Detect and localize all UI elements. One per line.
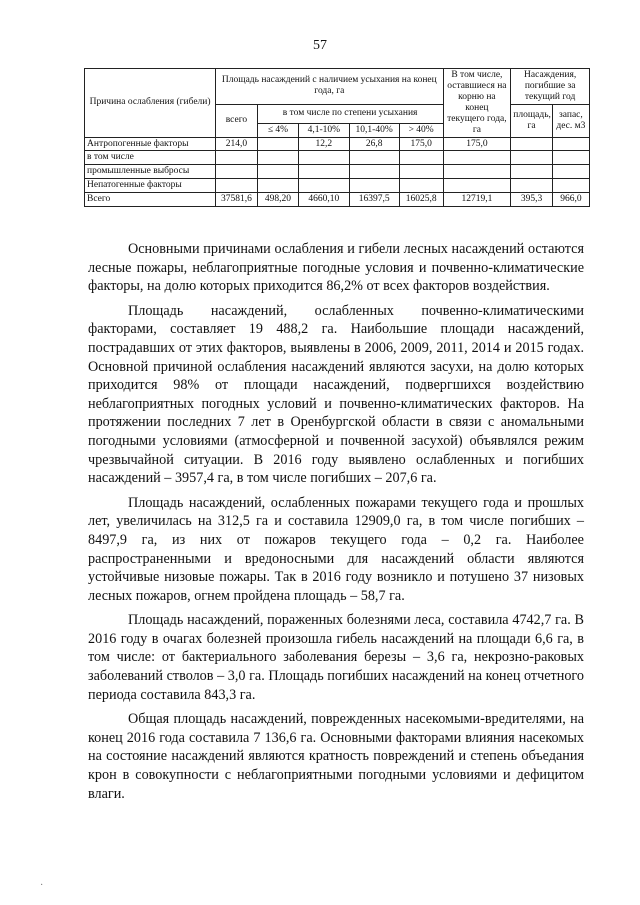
cell-d4 [399, 151, 443, 165]
table-row [85, 179, 590, 193]
header-dead: Насаждения, погибшие за текущий год [511, 69, 590, 105]
cell-dead-area: 395,3 [511, 193, 553, 207]
row-label: Всего [85, 193, 216, 207]
row-label: промышленные выбросы [85, 165, 216, 179]
header-d1: ≤ 4% [257, 123, 299, 137]
paragraph: Площадь насаждений, ослабленных пожарами текущего года и прошлых лет, увеличилась на 312,5 га и составила 12909,0 га, в том числе погибших – 8497,9 га, из них от пожаров текущего года – 0,2 га. Наиболее распространенными и вредоносными для насаждений области являются устойчивые низовые пожары. Так в 2016 году возникло и потушено 37 низовых лесных пожаров, огнем пройдена площадь – 58,7 га. [88, 494, 584, 604]
cell-dead-stock [552, 165, 589, 179]
header-reason: Причина ослабления (гибели) [85, 69, 216, 138]
cell-d2 [299, 165, 349, 179]
cell-dead-area [511, 137, 553, 151]
cell-d3: 26,8 [349, 137, 399, 151]
header-d4: > 40% [399, 123, 443, 137]
cell-total: 214,0 [216, 137, 258, 151]
cell-d1 [257, 137, 299, 151]
cell-dead-stock: 966,0 [552, 193, 589, 207]
header-total: всего [216, 104, 258, 137]
damage-table [84, 68, 590, 207]
cell-dead-area [511, 179, 553, 193]
scan-mark: · [40, 880, 44, 891]
cell-root [443, 179, 511, 193]
row-label: в том числе [85, 151, 216, 165]
cell-d1 [257, 165, 299, 179]
body-text [88, 240, 584, 809]
cell-d4 [399, 179, 443, 193]
cell-root: 12719,1 [443, 193, 511, 207]
paragraph: Основными причинами ослабления и гибели лесных насаждений остаются лесные пожары, неблагоприятные погодные условия и почвенно-климатические факторы, на долю которых приходится 86,2% от всех факторов воздействия. [88, 241, 584, 295]
cell-total [216, 151, 258, 165]
paragraph: Площадь насаждений, пораженных болезнями леса, составила 4742,7 га. В 2016 году в очагах болезней произошла гибель насаждений на площади 6,6 га, в том числе: от бактериального заболевания березы – 3,6 га, некрозно-раковых заболеваний стволов – 3,0 га. Площадь погибших насаждений на конец отчетного периода составила 843,3 га. [88, 612, 584, 703]
cell-total [216, 165, 258, 179]
table-row [85, 137, 590, 151]
header-dead-stock: запас, дес. м3 [552, 104, 589, 137]
page-number: 57 [313, 38, 327, 53]
cell-d1 [257, 151, 299, 165]
cell-d3 [349, 179, 399, 193]
cell-dead-stock [552, 137, 589, 151]
cell-root: 175,0 [443, 137, 511, 151]
header-dead-area: площадь, га [511, 104, 553, 137]
cell-d1: 498,20 [257, 193, 299, 207]
cell-d2 [299, 179, 349, 193]
cell-dead-stock [552, 179, 589, 193]
paragraph: Площадь насаждений, ослабленных почвенно-климатическими факторами, составляет 19 488,2 га. Наибольшие площади насаждений, пострадавших от этих факторов, выявлены в 2006, 2009, 2011, 2014 и 2015 годах. Основной причиной ослабления насаждений являются засухи, на долю которых приходится 98% от площади насаждений, подвергшихся воздействию неблагоприятных погодных условий и почвенно-климатических факторов. На протяжении последних 7 лет в Оренбургской области в связи с аномальными погодными условиями (атмосферной и почвенной засухой) объявлялся режим чрезвычайной ситуации. В 2016 году выявлено ослабленных и погибших насаждений – 3957,4 га, в том числе погибших – 207,6 га. [88, 302, 584, 487]
table-row [85, 193, 590, 207]
row-label: Непатогенные факторы [85, 179, 216, 193]
header-area: Площадь насаждений с наличием усыхания на конец года, га [216, 69, 443, 105]
cell-total: 37581,6 [216, 193, 258, 207]
cell-d2 [299, 151, 349, 165]
cell-d4: 16025,8 [399, 193, 443, 207]
cell-d3 [349, 165, 399, 179]
table-row [85, 151, 590, 165]
paragraph: Общая площадь насаждений, поврежденных насекомыми-вредителями, на конец 2016 года составила 7 136,6 га. Основными факторами влияния насекомых на состояние насаждений являются кратность повреждений и степень объедания крон в совокупности с неблагоприятными погодными условиями и дефицитом влаги. [88, 711, 584, 802]
cell-d1 [257, 179, 299, 193]
cell-d2: 12,2 [299, 137, 349, 151]
row-label: Антропогенные факторы [85, 137, 216, 151]
cell-dead-stock [552, 151, 589, 165]
cell-d4 [399, 165, 443, 179]
cell-d4: 175,0 [399, 137, 443, 151]
cell-d2: 4660,10 [299, 193, 349, 207]
header-degree: в том числе по степени усыхания [257, 104, 443, 123]
header-d2: 4,1-10% [299, 123, 349, 137]
cell-dead-area [511, 151, 553, 165]
table-row [85, 165, 590, 179]
cell-d3 [349, 151, 399, 165]
header-root: В том числе, оставшиеся на корню на конец текущего года, га [443, 69, 511, 138]
cell-root [443, 151, 511, 165]
cell-root [443, 165, 511, 179]
cell-dead-area [511, 165, 553, 179]
cell-d3: 16397,5 [349, 193, 399, 207]
cell-total [216, 179, 258, 193]
header-d3: 10,1-40% [349, 123, 399, 137]
